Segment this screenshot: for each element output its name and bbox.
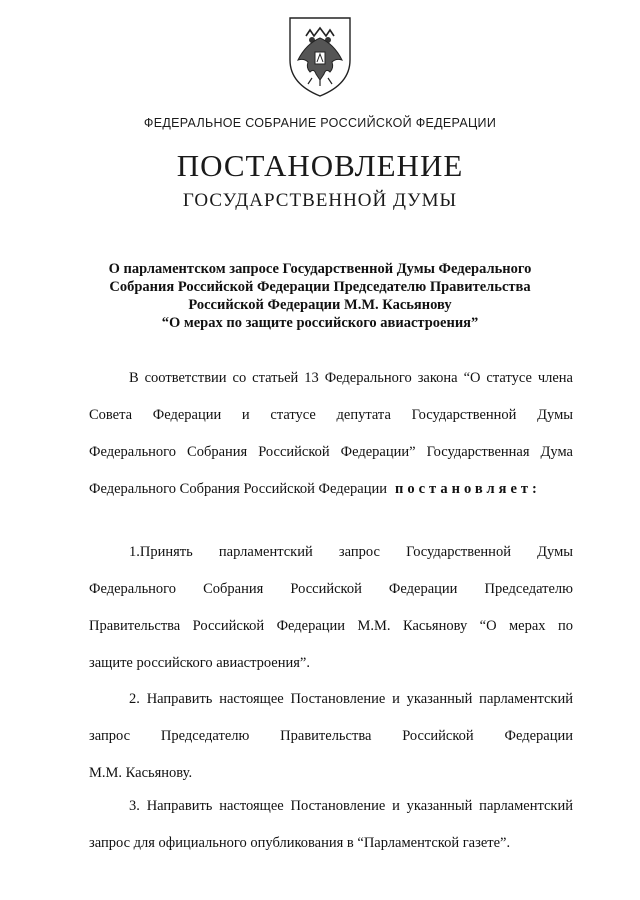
- document-subtitle: ГОСУДАРСТВЕННОЙ ДУМЫ: [182, 190, 458, 211]
- item-3-paragraph: [89, 788, 573, 862]
- paragraph-line: М.М. Касьянову.: [89, 765, 193, 781]
- paragraph-line: Федерального Собрания Российской Федерации Председателю: [89, 581, 573, 597]
- resolution-heading: [60, 260, 580, 332]
- paragraph-line: 3. Направить настоящее Постановление и указанный парламентский: [129, 798, 573, 814]
- paragraph-line: В соответствии со статьей 13 Федерального закона “О статусе члена: [129, 370, 573, 386]
- coat-of-arms-icon: [284, 14, 356, 98]
- item-2-paragraph: [89, 681, 573, 792]
- heading-line: О парламентском запросе Государственной Думы Федерального: [108, 261, 532, 277]
- document-title: ПОСТАНОВЛЕНИЕ: [176, 148, 464, 183]
- item-1-paragraph: [89, 534, 573, 682]
- preamble-text: Федерального Собрания Российской Федерации: [89, 481, 388, 497]
- organization-name: ФЕДЕРАЛЬНОЕ СОБРАНИЕ РОССИЙСКОЙ ФЕДЕРАЦИИ: [143, 116, 497, 130]
- paragraph-line: Правительства Российской Федерации М.М. Касьянову “О мерах по: [89, 618, 573, 634]
- heading-line: Собрания Российской Федерации Председателю Правительства: [109, 279, 531, 295]
- paragraph-line: 1.Принять парламентский запрос Государственной Думы: [129, 544, 573, 560]
- heading-line: “О мерах по защите российского авиастроения”: [161, 315, 479, 331]
- paragraph-line: запрос для официального опубликования в “Парламентской газете”.: [89, 835, 511, 851]
- heading-line: Российской Федерации М.М. Касьянову: [188, 297, 452, 313]
- paragraph-line: запрос Председателю Правительства Российской Федерации: [89, 728, 573, 744]
- preamble-paragraph: [89, 360, 573, 508]
- paragraph-line: 2. Направить настоящее Постановление и указанный парламентский: [129, 691, 573, 707]
- paragraph-line: [89, 471, 573, 508]
- paragraph-line: Федерального Собрания Российской Федерации” Государственная Дума: [89, 444, 573, 460]
- paragraph-line: защите российского авиастроения”.: [89, 655, 310, 671]
- resolves-word: постановляет:: [395, 481, 541, 497]
- paragraph-line: Совета Федерации и статусе депутата Государственной Думы: [89, 407, 573, 423]
